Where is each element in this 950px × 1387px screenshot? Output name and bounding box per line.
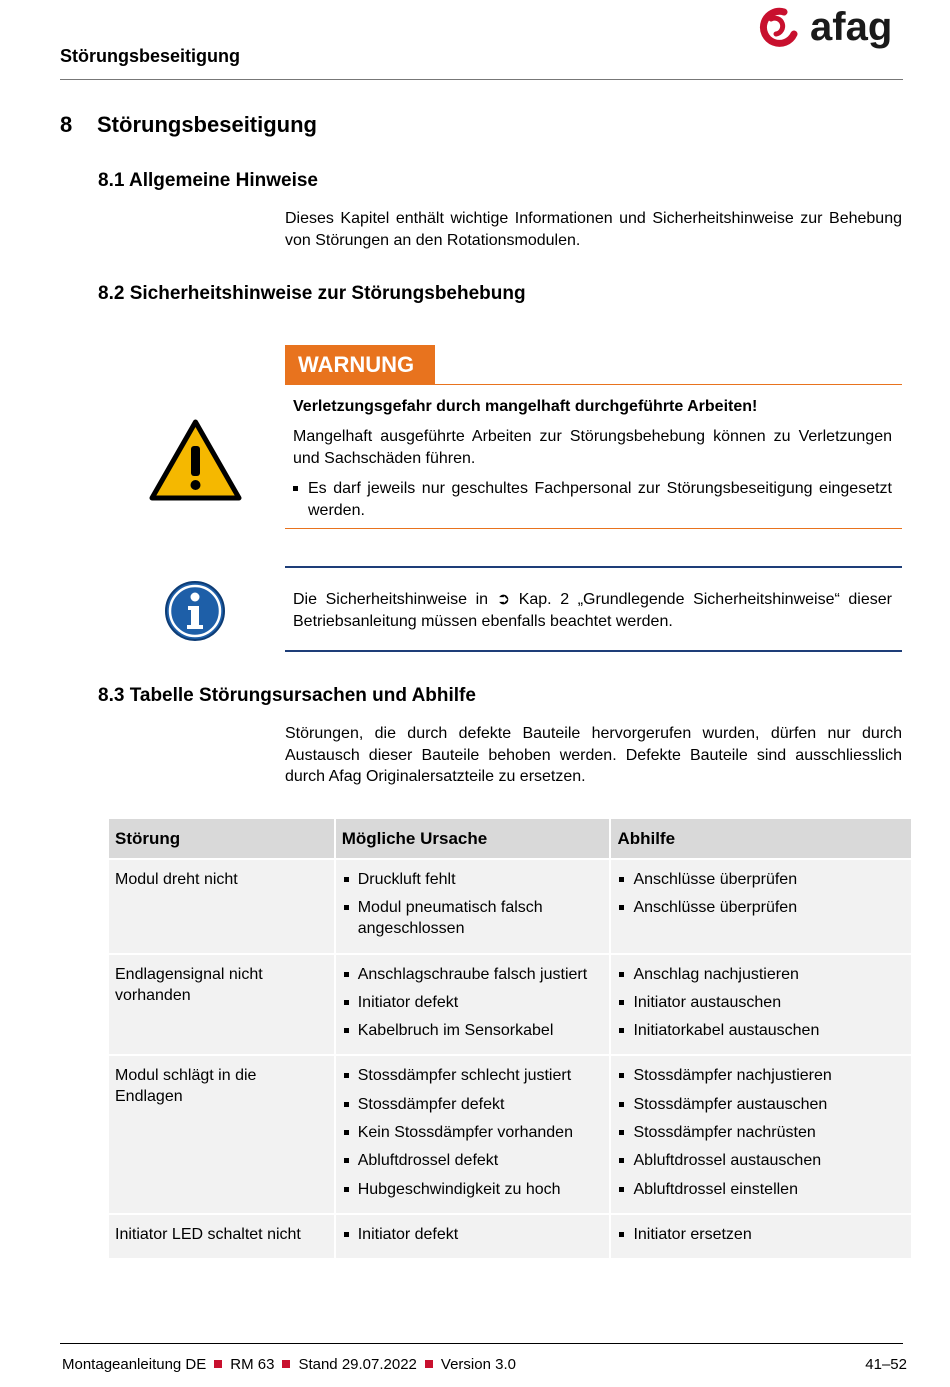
table-row: [109, 954, 912, 1056]
list-item: Kein Stossdämpfer vorhanden: [342, 1122, 604, 1143]
afag-logo-mark: [754, 4, 904, 52]
list-item: Anschlagschraube falsch justiert: [342, 964, 604, 985]
info-text: [293, 589, 892, 632]
footer-separator-icon: [282, 1360, 290, 1368]
footer-date: Stand 29.07.2022: [298, 1356, 417, 1373]
list-item: Hubgeschwindigkeit zu hoch: [342, 1179, 604, 1200]
cause-cell: [335, 1055, 611, 1213]
chapter-number: 8: [60, 112, 73, 137]
list-item: Initiator defekt: [342, 992, 604, 1013]
section-8-3-title: 8.3 Tabelle Störungsursachen und Abhilfe: [98, 685, 476, 706]
list-item: Abluftdrossel einstellen: [617, 1179, 905, 1200]
warning-bullet: [293, 478, 892, 521]
table-header-cell: Abhilfe: [610, 819, 912, 859]
footer-model: RM 63: [230, 1356, 275, 1373]
footer-info: [62, 1356, 516, 1373]
list-item: Initiatorkabel austauschen: [617, 1020, 905, 1041]
bullet-square-icon: [293, 486, 298, 491]
table-row: [109, 859, 912, 954]
warning-top-rule: [285, 384, 902, 385]
table-header-cell: Störung: [109, 819, 335, 859]
list-item: Druckluft fehlt: [342, 869, 604, 890]
list-item: Initiator defekt: [342, 1224, 604, 1245]
list-item: Stossdämpfer defekt: [342, 1094, 604, 1115]
section-8-1-title: 8.1 Allgemeine Hinweise: [98, 170, 318, 191]
warning-bullet-text: Es darf jeweils nur geschultes Fachpersonal zur Störungsbeseitigung eingesetzt werden.: [308, 480, 892, 519]
footer-separator-icon: [425, 1360, 433, 1368]
list-item: Initiator ersetzen: [617, 1224, 905, 1245]
fault-cell: Modul schlägt in die Endlagen: [109, 1055, 335, 1213]
section-8-2-title: 8.2 Sicherheitshinweise zur Störungsbehebung: [98, 283, 526, 304]
table-row: [109, 1055, 912, 1213]
table-header-cell: Mögliche Ursache: [335, 819, 611, 859]
warning-triangle-icon: [149, 419, 242, 501]
info-text-after[interactable]: Kap. 2 „Grundlegende Sicherheitshinweise“ dieser Betriebsanleitung müssen ebenfalls beachtet werden.: [293, 591, 892, 630]
chapter-title: Störungsbeseitigung: [97, 112, 317, 137]
list-item: Anschlüsse überprüfen: [617, 897, 905, 918]
svg-text:afag: afag: [810, 5, 893, 49]
footer-rule: [60, 1343, 903, 1344]
remedy-cell: [610, 1055, 912, 1213]
list-item: Anschlag nachjustieren: [617, 964, 905, 985]
info-text-before: Die Sicherheitshinweise in: [293, 591, 489, 608]
warning-text: Mangelhaft ausgeführte Arbeiten zur Störungsbehebung können zu Verletzungen und Sachschäden führen.: [293, 428, 892, 467]
remedy-cell: [610, 1214, 912, 1259]
warning-headline: Verletzungsgefahr durch mangelhaft durchgeführte Arbeiten!: [293, 398, 758, 415]
warning-bottom-rule: [285, 528, 902, 529]
cause-cell: [335, 954, 611, 1056]
list-item: Stossdämpfer nachrüsten: [617, 1122, 905, 1143]
table-row: [109, 1214, 912, 1259]
footer-doc-type: Montageanleitung DE: [62, 1356, 207, 1373]
list-item: Kabelbruch im Sensorkabel: [342, 1020, 604, 1041]
remedy-cell: [610, 859, 912, 954]
list-item: Anschlüsse überprüfen: [617, 869, 905, 890]
arrow-right-icon: ➲: [496, 591, 511, 608]
table-header-row: [109, 819, 912, 859]
cause-cell: [335, 859, 611, 954]
list-item: Initiator austauschen: [617, 992, 905, 1013]
info-bottom-rule: [285, 650, 902, 652]
fault-table: [109, 819, 913, 1260]
fault-cell: Endlagensignal nicht vorhanden: [109, 954, 335, 1056]
list-item: Modul pneumatisch falsch angeschlossen: [342, 897, 604, 939]
afag-logo: [754, 4, 904, 52]
warning-label: WARNUNG: [285, 345, 435, 384]
list-item: Stossdämpfer schlecht justiert: [342, 1065, 604, 1086]
footer-version: Version 3.0: [440, 1356, 516, 1373]
info-top-rule: [285, 566, 902, 568]
page-number: 41–52: [865, 1356, 907, 1373]
list-item: Abluftdrossel defekt: [342, 1150, 604, 1171]
section-8-3-text: Störungen, die durch defekte Bauteile hervorgerufen wurden, dürfen nur durch Austausch dieser Bauteile behoben werden. Defekte Bauteile sind ausschliesslich durch Afag Originalersatzteile zu ersetzen.: [285, 725, 902, 785]
fault-cell: Initiator LED schaltet nicht: [109, 1214, 335, 1259]
info-icon: [164, 580, 226, 642]
header-rule: [60, 79, 903, 80]
remedy-cell: [610, 954, 912, 1056]
footer-separator-icon: [214, 1360, 222, 1368]
list-item: Abluftdrossel austauschen: [617, 1150, 905, 1171]
fault-cell: Modul dreht nicht: [109, 859, 335, 954]
running-header-title: Störungsbeseitigung: [60, 46, 240, 66]
section-8-1-text: Dieses Kapitel enthält wichtige Informationen und Sicherheitshinweise zur Behebung von Störungen an den Rotationsmodulen.: [285, 210, 902, 249]
list-item: Stossdämpfer austauschen: [617, 1094, 905, 1115]
cause-cell: [335, 1214, 611, 1259]
list-item: Stossdämpfer nachjustieren: [617, 1065, 905, 1086]
